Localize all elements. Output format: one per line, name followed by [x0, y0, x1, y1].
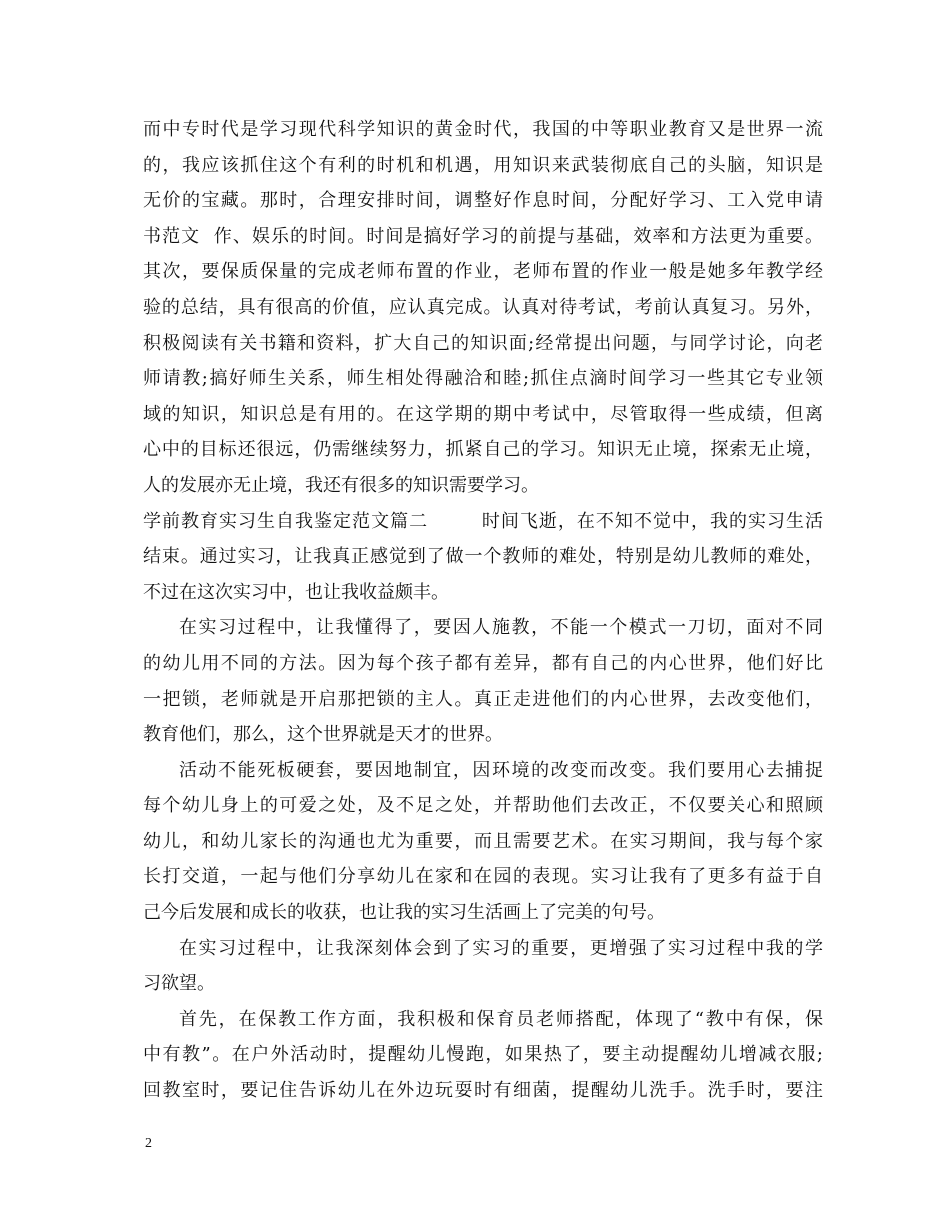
- text-line: 习欲望。: [143, 973, 215, 995]
- text-line: 中有教”。在户外活动时，提醒幼儿慢跑，如果热了，要主动提醒幼儿增减衣服;: [143, 1044, 823, 1066]
- page-number: 2: [145, 1136, 152, 1151]
- text-line: 每个幼儿身上的可爱之处，及不足之处，并帮助他们去改正，不仅要关心和照顾: [143, 795, 823, 817]
- text-line: 而中专时代是学习现代科学知识的黄金时代，我国的中等职业教育又是世界一流: [143, 119, 823, 140]
- text-line: 无价的宝藏。那时，合理安排时间，调整好作息时间，分配好学习、工入党申请: [143, 190, 823, 212]
- text-line: 己今后发展和成长的收获，也让我的实习生活画上了完美的句号。: [143, 902, 665, 924]
- text-line: 心中的目标还很远，仍需继续努力，抓紧自己的学习。知识无止境，探索无止境，: [143, 439, 823, 461]
- text-line: 结束。通过实习，让我真正感觉到了做一个教师的难处，特别是幼儿教师的难处，: [143, 546, 823, 568]
- text-line: 不过在这次实习中，也让我收益颇丰。: [143, 581, 449, 603]
- paragraph-first-line: 首先，在保教工作方面，我积极和保育员老师搭配，体现了“教中有保，保: [179, 1008, 823, 1030]
- text-line: 其次，要保质保量的完成老师布置的作业，老师布置的作业一般是她多年教学经: [143, 261, 823, 283]
- paragraph-first-line: 活动不能死板硬套，要因地制宜，因环境的改变而改变。我们要用心去捕捉: [179, 759, 823, 781]
- text-line: 长打交道，一起与他们分享幼儿在家和在园的表现。实习让我有了更多有益于自: [143, 866, 823, 888]
- paragraph-first-line: 在实习过程中，让我深刻体会到了实习的重要，更增强了实习过程中我的学: [179, 937, 823, 959]
- text-line: 师请教;搞好师生关系，师生相处得融洽和睦;抓住点滴时间学习一些其它专业领: [143, 368, 823, 390]
- text-line: 回教室时，要记住告诉幼儿在外边玩耍时有细菌，提醒幼儿洗手。洗手时，要注: [143, 1080, 823, 1102]
- document-body: [143, 112, 823, 1109]
- text-line: 教育他们，那么，这个世界就是天才的世界。: [143, 724, 503, 746]
- section-heading-line: 学前教育实习生自我鉴定范文篇二 时间飞逝，在不知不觉中，我的实习生活: [143, 510, 823, 532]
- text-line: 验的总结，具有很高的价值，应认真完成。认真对待考试，考前认真复习。另外，: [143, 296, 823, 318]
- text-line: 的幼儿用不同的方法。因为每个孩子都有差异，都有自己的内心世界，他们好比: [143, 652, 823, 674]
- paragraph-first-line: 在实习过程中，让我懂得了，要因人施教，不能一个模式一刀切，面对不同: [179, 617, 823, 639]
- text-line: 积极阅读有关书籍和资料，扩大自己的知识面;经常提出问题，与同学讨论，向老: [143, 332, 823, 354]
- text-line: 一把锁，老师就是开启那把锁的主人。真正走进他们的内心世界，去改变他们，: [143, 688, 823, 710]
- text-line: 人的发展亦无止境，我还有很多的知识需要学习。: [143, 474, 539, 496]
- text-line: 的，我应该抓住这个有利的时机和机遇，用知识来武装彻底自己的头脑，知识是: [143, 154, 823, 176]
- text-line: 书范文 作、娱乐的时间。时间是搞好学习的前提与基础，效率和方法更为重要。: [143, 225, 823, 247]
- text-line: 幼儿，和幼儿家长的沟通也尤为重要，而且需要艺术。在实习期间，我与每个家: [143, 830, 823, 852]
- text-line: 域的知识，知识总是有用的。在这学期的期中考试中，尽管取得一些成绩，但离: [143, 403, 823, 425]
